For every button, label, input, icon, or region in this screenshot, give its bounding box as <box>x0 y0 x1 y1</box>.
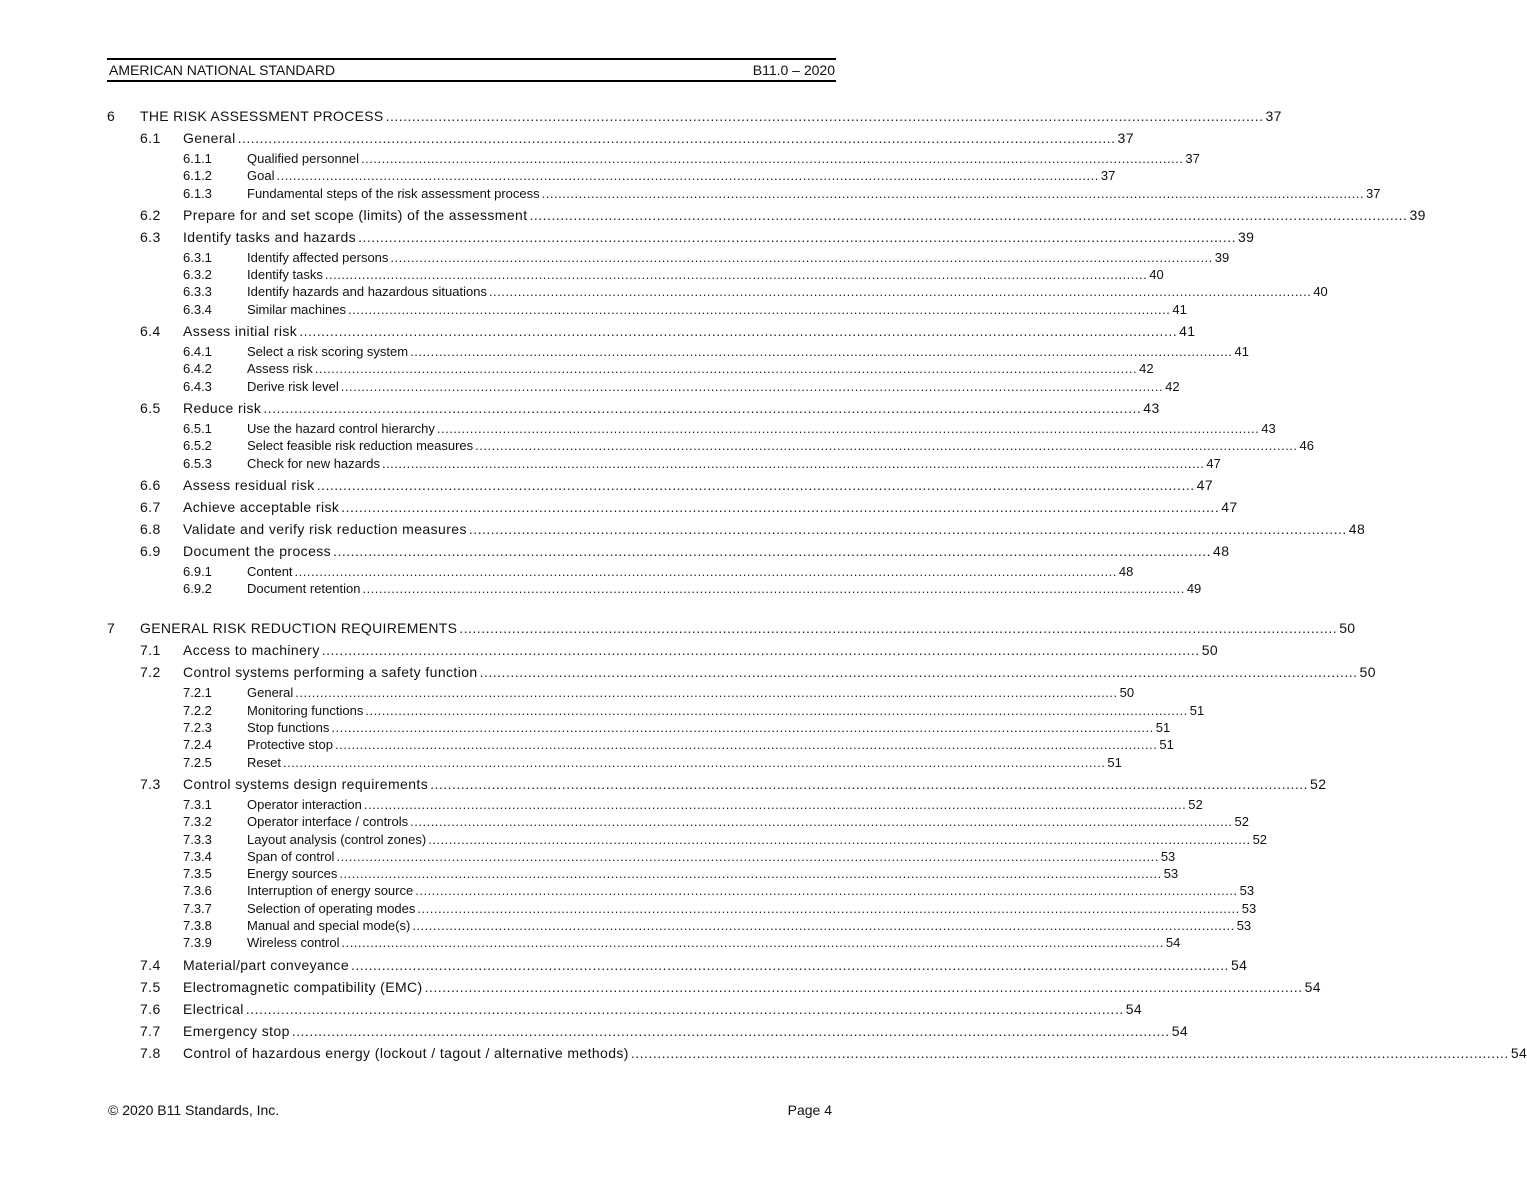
toc-entry-page[interactable]: 50 <box>1119 685 1135 701</box>
toc-entry-number: 6.1.3 <box>183 185 212 201</box>
toc-entry-page[interactable]: 48 <box>1213 542 1230 559</box>
toc-entry-page[interactable]: 49 <box>1186 581 1202 597</box>
toc-entry[interactable] <box>107 719 1171 736</box>
header-standard-label: AMERICAN NATIONAL STANDARD <box>109 62 336 78</box>
toc-entry-title[interactable]: Stop functions <box>247 720 330 736</box>
toc-entry[interactable] <box>107 228 1255 246</box>
toc-entry-page[interactable]: 39 <box>1409 206 1426 223</box>
toc-entry-number: 7.5 <box>140 978 161 995</box>
toc-entry-title[interactable]: Derive risk level <box>247 378 339 394</box>
toc-entry-title[interactable]: Use the hazard control hierarchy <box>247 420 435 436</box>
toc-entry-title[interactable]: Control systems performing a safety function <box>183 664 478 681</box>
dot-leader: ........................................................................................................................................................................................................ <box>263 399 1142 416</box>
toc-entry-title[interactable]: Selection of operating modes <box>247 900 416 916</box>
toc-entry-title[interactable]: Wireless control <box>247 935 340 951</box>
toc-entry-page[interactable]: 50 <box>1201 642 1219 659</box>
toc-entry-number: 6.5 <box>140 399 161 416</box>
dot-leader: ........................................................................................................................................................................................................ <box>468 520 1347 537</box>
toc-entry-page[interactable]: 37 <box>1100 168 1116 184</box>
toc-entry-page[interactable]: 43 <box>1261 420 1276 436</box>
toc-entry-number: 7.2.5 <box>183 754 212 770</box>
toc-entry-title[interactable]: Select feasible risk reduction measures <box>247 438 474 454</box>
dot-leader: ........................................................................................................................................................................................................ <box>321 642 1200 659</box>
toc-entry[interactable] <box>107 882 1255 899</box>
toc-entry-page[interactable]: 54 <box>1230 956 1248 973</box>
dot-leader: ........................................................................................................................................................................................................ <box>341 498 1220 515</box>
toc-entry-number: 6.5.3 <box>183 455 212 471</box>
toc-entry-page[interactable]: 37 <box>1117 130 1134 146</box>
toc-entry-number: 7.3 <box>140 775 161 792</box>
toc-entry-page[interactable]: 46 <box>1299 438 1315 454</box>
toc-entry-title[interactable]: Emergency stop <box>183 1022 290 1039</box>
toc-entry-title[interactable]: Interruption of energy source <box>247 883 414 899</box>
dot-leader: ........................................................................................................................................................................................................ <box>314 361 1138 377</box>
toc-entry[interactable] <box>107 150 1200 167</box>
toc-entry-page[interactable]: 51 <box>1189 702 1205 718</box>
toc-entry[interactable] <box>107 1000 1143 1018</box>
toc-entry[interactable] <box>107 542 1230 560</box>
dot-leader: ........................................................................................................................................................................................................ <box>291 1022 1170 1039</box>
toc-entry-number: 6.5.1 <box>183 420 212 436</box>
toc-entry-title[interactable]: Operator interaction <box>247 796 362 812</box>
dot-leader: ........................................................................................................................................................................................................ <box>276 168 1099 184</box>
dot-leader: ........................................................................................................................................................................................................ <box>340 378 1164 394</box>
footer-copyright: © 2020 B11 Standards, Inc. <box>108 1102 280 1118</box>
toc-entry-number: 6.5.2 <box>183 438 212 454</box>
toc-entry-title[interactable]: Electrical <box>183 1000 244 1017</box>
dot-leader: ........................................................................................................................................................................................................ <box>347 301 1171 317</box>
toc-entry[interactable] <box>107 956 1248 974</box>
toc-entry-number: 6.4.2 <box>183 361 212 377</box>
dot-leader: ........................................................................................................................................................................................................ <box>415 883 1238 899</box>
toc-entry-number: 6.7 <box>140 498 161 515</box>
toc-entry[interactable] <box>107 360 1154 377</box>
toc-entry-number: 7.3.3 <box>183 831 212 847</box>
dot-leader: ........................................................................................................................................................................................................ <box>331 720 1154 736</box>
toc-entry[interactable] <box>107 437 1315 454</box>
toc-entry-title[interactable]: Electromagnetic compatibility (EMC) <box>183 978 423 995</box>
toc-entry-page[interactable]: 53 <box>1163 866 1179 882</box>
dot-leader: ........................................................................................................................................................................................................ <box>362 581 1185 597</box>
toc-entry[interactable] <box>107 848 1176 865</box>
toc-entry[interactable] <box>107 865 1179 882</box>
dot-leader: ........................................................................................................................................................................................................ <box>336 848 1159 864</box>
dot-leader: ........................................................................................................................................................................................................ <box>412 918 1235 934</box>
toc-entry-title[interactable]: Reduce risk <box>183 399 262 416</box>
dot-leader: ........................................................................................................................................................................................................ <box>237 130 1116 146</box>
toc-entry-title[interactable]: Achieve acceptable risk <box>183 498 340 515</box>
dot-leader: ........................................................................................................................................................................................................ <box>335 737 1158 753</box>
toc-entry-number: 6.3.2 <box>183 267 212 283</box>
toc-entry[interactable] <box>107 498 1238 516</box>
toc-entry-page[interactable]: 53 <box>1241 900 1257 916</box>
toc-entry-page[interactable]: 37 <box>1185 151 1200 166</box>
toc-entry-number: 7 <box>107 620 116 637</box>
toc-entry-title[interactable]: Identify hazards and hazardous situations <box>247 284 487 300</box>
toc-entry-page[interactable]: 52 <box>1234 814 1249 830</box>
toc-entry-number: 6.1 <box>140 130 161 146</box>
dot-leader: ........................................................................................................................................................................................................ <box>410 814 1233 830</box>
toc-entry[interactable] <box>107 249 1230 266</box>
dot-leader: ........................................................................................................................................................................................................ <box>475 438 1298 454</box>
toc-entry-number: 6.1.2 <box>183 168 212 184</box>
dot-leader: ........................................................................................................................................................................................................ <box>341 935 1164 951</box>
page-header <box>107 58 836 82</box>
toc-entry-number: 7.4 <box>140 956 161 973</box>
header-standard-number: B11.0 – 2020 <box>752 62 835 78</box>
toc-entry-title[interactable]: Manual and special mode(s) <box>247 918 411 934</box>
toc-entry-title[interactable]: Document retention <box>247 581 361 597</box>
toc-entry-number: 6.8 <box>140 520 161 537</box>
toc-entry-page[interactable]: 54 <box>1304 978 1321 995</box>
toc-entry-title[interactable]: Reset <box>247 754 281 770</box>
toc-entry[interactable] <box>107 934 1181 951</box>
dot-leader: ........................................................................................................................................................................................................ <box>488 284 1312 300</box>
toc-entry-number: 6.4.1 <box>183 344 212 360</box>
toc-entry-page[interactable]: 51 <box>1155 720 1171 736</box>
toc-entry-title[interactable]: Identify tasks and hazards <box>183 228 357 245</box>
toc-entry-page[interactable]: 37 <box>1366 185 1381 201</box>
toc-entry-number: 7.1 <box>140 642 161 659</box>
toc-entry-number: 6.3.1 <box>183 249 212 265</box>
dot-leader: ........................................................................................................................................................................................................ <box>245 1000 1124 1017</box>
toc-entry[interactable] <box>107 702 1205 719</box>
toc-entry-number: 7.3.9 <box>183 935 212 951</box>
toc-entry-number: 6.9.1 <box>183 563 212 579</box>
toc-entry[interactable] <box>107 185 1381 202</box>
table-of-contents <box>107 107 1527 1062</box>
toc-entry-title[interactable]: Qualified personnel <box>247 151 360 166</box>
toc-entry[interactable] <box>107 283 1328 300</box>
dot-leader: ........................................................................................................................................................................................................ <box>430 775 1309 792</box>
toc-entry-number: 7.2 <box>140 664 161 681</box>
toc-entry[interactable] <box>107 520 1366 538</box>
toc-entry-page[interactable]: 41 <box>1234 344 1249 360</box>
toc-entry[interactable] <box>107 206 1426 224</box>
toc-entry-page[interactable]: 41 <box>1179 323 1196 340</box>
toc-entry-title[interactable]: General <box>247 685 294 701</box>
toc-entry-title[interactable]: Goal <box>247 168 275 184</box>
toc-entry-title[interactable]: Identify affected persons <box>247 249 389 265</box>
toc-entry-number: 6.6 <box>140 476 161 493</box>
toc-entry-title[interactable]: Content <box>247 563 293 579</box>
toc-entry[interactable] <box>107 663 1376 681</box>
toc-entry-title[interactable]: Validate and verify risk reduction measures <box>183 520 467 537</box>
toc-entry[interactable] <box>107 266 1164 283</box>
toc-entry-page[interactable]: 50 <box>1339 620 1356 637</box>
toc-entry[interactable] <box>107 378 1180 395</box>
dot-leader: ........................................................................................................................................................................................................ <box>324 267 1148 283</box>
toc-entry[interactable] <box>107 736 1174 753</box>
toc-entry[interactable] <box>107 563 1134 580</box>
dot-leader: ........................................................................................................................................................................................................ <box>479 664 1358 681</box>
toc-entry-page[interactable]: 41 <box>1172 301 1187 317</box>
toc-entry[interactable] <box>107 900 1257 917</box>
toc-entry[interactable] <box>107 754 1122 771</box>
dot-leader: ........................................................................................................................................................................................................ <box>529 206 1408 223</box>
dot-leader: ........................................................................................................................................................................................................ <box>381 455 1205 471</box>
toc-entry-title[interactable]: Material/part conveyance <box>183 956 350 973</box>
toc-entry-page[interactable]: 51 <box>1107 754 1122 770</box>
toc-entry-page[interactable]: 52 <box>1188 796 1203 812</box>
toc-entry-page[interactable]: 47 <box>1206 455 1221 471</box>
dot-leader: ........................................................................................................................................................................................................ <box>295 685 1118 701</box>
toc-entry-title[interactable]: THE RISK ASSESSMENT PROCESS <box>140 108 384 124</box>
toc-entry-number: 6.9 <box>140 542 161 559</box>
toc-entry-title[interactable]: Protective stop <box>247 737 333 753</box>
toc-entry-page[interactable]: 40 <box>1149 267 1164 283</box>
toc-entry-number: 7.3.4 <box>183 848 212 864</box>
toc-entry-page[interactable]: 39 <box>1214 249 1230 265</box>
toc-entry-title[interactable]: Span of control <box>247 848 335 864</box>
toc-entry-number: 7.8 <box>140 1044 161 1061</box>
toc-entry[interactable] <box>107 775 1327 793</box>
toc-entry-page[interactable]: 50 <box>1359 664 1376 681</box>
toc-entry-number: 6.2 <box>140 206 161 223</box>
toc-entry-title[interactable]: Operator interface / controls <box>247 814 409 830</box>
toc-entry[interactable] <box>107 1022 1189 1040</box>
toc-entry-page[interactable]: 52 <box>1310 775 1327 792</box>
dot-leader: ........................................................................................................................................................................................................ <box>424 978 1303 995</box>
toc-entry-title[interactable]: Check for new hazards <box>247 455 380 471</box>
toc-entry-number: 7.2.4 <box>183 737 212 753</box>
dot-leader: ........................................................................................................................................................................................................ <box>428 831 1251 847</box>
toc-entry-page[interactable]: 53 <box>1160 848 1176 864</box>
toc-entry[interactable] <box>107 813 1249 830</box>
toc-entry-number: 7.6 <box>140 1000 161 1017</box>
toc-entry-title[interactable]: Document the process <box>183 542 332 559</box>
toc-entry[interactable] <box>107 641 1219 659</box>
toc-entry-title[interactable]: Monitoring functions <box>247 702 364 718</box>
toc-entry-page[interactable]: 40 <box>1313 284 1328 300</box>
toc-entry-page[interactable]: 43 <box>1143 399 1160 416</box>
toc-entry-page[interactable]: 47 <box>1221 498 1238 515</box>
toc-entry-number: 7.2.2 <box>183 702 212 718</box>
toc-entry-page[interactable]: 47 <box>1196 476 1214 493</box>
dot-leader: ........................................................................................................................................................................................................ <box>299 323 1178 340</box>
toc-entry-page[interactable]: 42 <box>1165 378 1180 394</box>
toc-entry-number: 7.2.3 <box>183 720 212 736</box>
toc-entry-number: 7.7 <box>140 1022 161 1039</box>
toc-entry[interactable] <box>107 399 1160 417</box>
dot-leader: ........................................................................................................................................................................................................ <box>630 1044 1509 1061</box>
toc-entry-number: 6.4 <box>140 323 161 340</box>
toc-entry-number: 6.1.1 <box>183 151 212 166</box>
toc-entry-title[interactable]: Select a risk scoring system <box>247 344 409 360</box>
toc-entry-title[interactable]: Control systems design requirements <box>183 775 429 792</box>
dot-leader: ........................................................................................................................................................................................................ <box>385 108 1264 124</box>
toc-entry-number: 6 <box>107 108 116 124</box>
toc-entry-number: 6.3.3 <box>183 284 212 300</box>
toc-entry[interactable] <box>107 455 1221 472</box>
toc-entry[interactable] <box>107 978 1321 996</box>
toc-entry-title[interactable]: General <box>183 130 236 146</box>
toc-entry-title[interactable]: Assess residual risk <box>183 476 315 493</box>
dot-leader: ........................................................................................................................................................................................................ <box>436 420 1260 436</box>
toc-entry-page[interactable]: 53 <box>1236 918 1252 934</box>
toc-entry[interactable] <box>107 107 1282 125</box>
toc-entry[interactable] <box>107 796 1203 813</box>
footer-page-number: Page 4 <box>787 1102 832 1118</box>
toc-entry-title[interactable]: Assess risk <box>247 361 313 377</box>
dot-leader: ........................................................................................................................................................................................................ <box>410 344 1233 360</box>
toc-entry-number: 7.3.2 <box>183 814 212 830</box>
dot-leader: ........................................................................................................................................................................................................ <box>459 620 1338 637</box>
toc-entry[interactable] <box>107 343 1249 360</box>
toc-entry-title[interactable]: Fundamental steps of the risk assessment process <box>247 185 540 201</box>
toc-entry-title[interactable]: GENERAL RISK REDUCTION REQUIREMENTS <box>140 620 458 637</box>
dot-leader: ........................................................................................................................................................................................................ <box>417 900 1240 916</box>
toc-entry-title[interactable]: Energy sources <box>247 866 338 882</box>
toc-entry-number: 7.3.6 <box>183 883 212 899</box>
toc-entry-title[interactable]: Layout analysis (control zones) <box>247 831 427 847</box>
toc-entry-page[interactable]: 54 <box>1171 1022 1189 1039</box>
toc-entry-page[interactable]: 54 <box>1510 1044 1527 1061</box>
toc-entry-title[interactable]: Assess initial risk <box>183 323 298 340</box>
dot-leader: ........................................................................................................................................................................................................ <box>541 185 1365 201</box>
toc-entry-page[interactable]: 37 <box>1265 108 1282 124</box>
toc-entry[interactable] <box>107 476 1214 494</box>
toc-entry-page[interactable]: 52 <box>1252 831 1268 847</box>
toc-entry-number: 6.4.3 <box>183 378 212 394</box>
dot-leader: ........................................................................................................................................................................................................ <box>282 754 1106 770</box>
dot-leader: ........................................................................................................................................................................................................ <box>361 151 1184 166</box>
toc-entry-page[interactable]: 54 <box>1125 1000 1143 1017</box>
dot-leader: ........................................................................................................................................................................................................ <box>363 796 1187 812</box>
dot-leader: ........................................................................................................................................................................................................ <box>351 956 1229 973</box>
dot-leader: ........................................................................................................................................................................................................ <box>316 476 1195 493</box>
toc-entry[interactable] <box>107 167 1116 184</box>
toc-entry[interactable] <box>107 619 1356 637</box>
toc-entry-number: 6.3 <box>140 228 161 245</box>
dot-leader: ........................................................................................................................................................................................................ <box>333 542 1212 559</box>
toc-entry-title[interactable]: Identify tasks <box>247 267 323 283</box>
toc-entry-page[interactable]: 53 <box>1239 883 1255 899</box>
dot-leader: ........................................................................................................................................................................................................ <box>294 563 1117 579</box>
toc-entry-page[interactable]: 42 <box>1139 361 1154 377</box>
toc-entry-number: 7.3.8 <box>183 918 212 934</box>
toc-entry-page[interactable]: 51 <box>1159 737 1174 753</box>
toc-entry[interactable] <box>107 831 1268 848</box>
toc-entry[interactable] <box>107 301 1187 318</box>
toc-entry-page[interactable]: 48 <box>1118 563 1134 579</box>
toc-entry[interactable] <box>107 129 1134 147</box>
toc-entry[interactable] <box>107 322 1196 340</box>
toc-entry[interactable] <box>107 684 1135 701</box>
toc-entry-number: 7.2.1 <box>183 685 212 701</box>
toc-entry-number: 7.3.5 <box>183 866 212 882</box>
toc-entry[interactable] <box>107 580 1202 597</box>
toc-entry-title[interactable]: Control of hazardous energy (lockout / tagout / alternative methods) <box>183 1044 629 1061</box>
toc-entry[interactable] <box>107 917 1252 934</box>
toc-entry-title[interactable]: Prepare for and set scope (limits) of the assessment <box>183 206 528 223</box>
toc-entry-title[interactable]: Access to machinery <box>183 642 320 659</box>
toc-entry-number: 7.3.7 <box>183 900 212 916</box>
dot-leader: ........................................................................................................................................................................................................ <box>390 249 1213 265</box>
toc-entry-page[interactable]: 54 <box>1165 935 1181 951</box>
dot-leader: ........................................................................................................................................................................................................ <box>339 866 1162 882</box>
toc-entry-number: 6.3.4 <box>183 301 212 317</box>
toc-entry-page[interactable]: 39 <box>1238 228 1255 245</box>
toc-entry[interactable] <box>107 420 1276 437</box>
dot-leader: ........................................................................................................................................................................................................ <box>365 702 1188 718</box>
toc-entry-number: 7.3.1 <box>183 796 212 812</box>
toc-entry[interactable] <box>107 1044 1527 1062</box>
dot-leader: ........................................................................................................................................................................................................ <box>358 228 1236 245</box>
toc-entry-title[interactable]: Similar machines <box>247 301 346 317</box>
toc-entry-number: 6.9.2 <box>183 581 212 597</box>
toc-entry-page[interactable]: 48 <box>1348 520 1366 537</box>
